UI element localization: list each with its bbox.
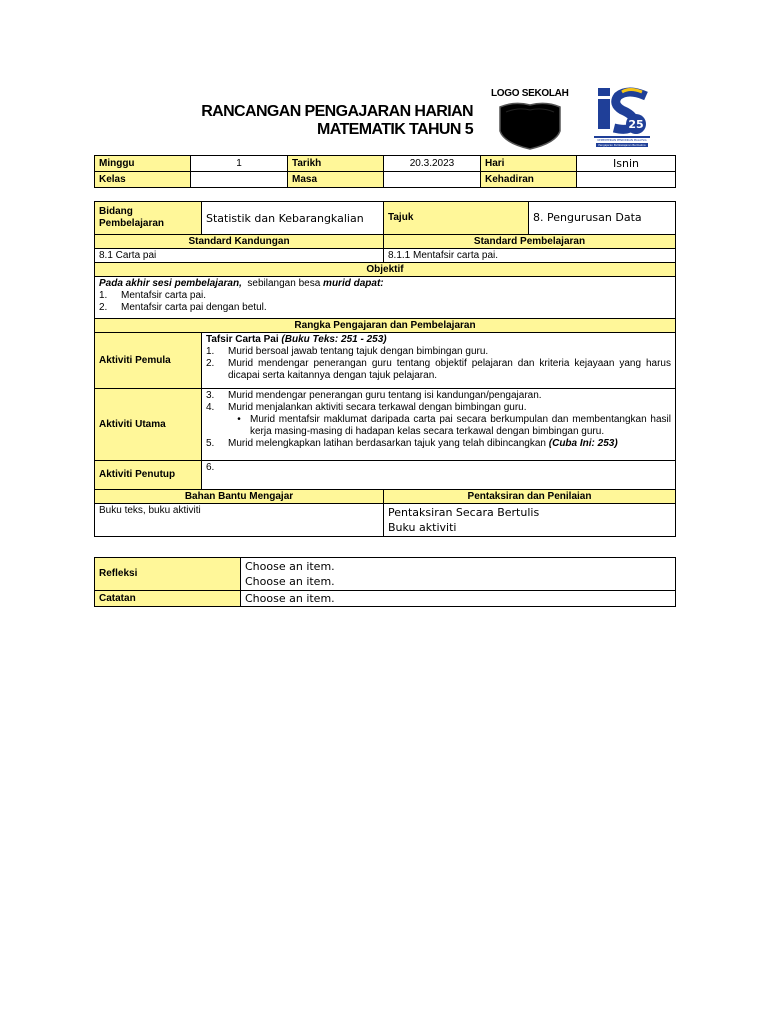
catatan-label: Catatan	[95, 591, 241, 607]
objektif-intro-a: Pada akhir sesi pembelajaran,	[99, 278, 242, 289]
item-text: Murid menjalankan aktiviti secara terkawal dengan bimbingan guru.	[228, 402, 527, 413]
kelas-value[interactable]	[191, 172, 288, 188]
kelas-label: Kelas	[95, 172, 191, 188]
minggu-value[interactable]: 1	[191, 156, 288, 172]
bullet-text: Murid mentafsir maklumat daripada carta pai secara berkumpulan dan membentangkan hasil kerja masing-masing di hadapan kelas secara terkawal dengan bimbingan guru.	[250, 414, 671, 437]
aktiviti-penutup-label: Aktiviti Penutup	[95, 461, 202, 490]
aktiviti-utama-content[interactable]	[202, 389, 676, 461]
objektif-intro-b: sebilangan besa	[247, 278, 321, 289]
item-number: 3.	[206, 390, 215, 401]
objektif-intro	[99, 278, 671, 290]
tajuk-value[interactable]: 8. Pengurusan Data	[529, 202, 676, 235]
refleksi-dropdown-1[interactable]: Choose an item.	[245, 560, 335, 573]
info-table	[94, 155, 676, 188]
pemula-heading	[206, 334, 671, 346]
rangka-header: Rangka Pengajaran dan Pembelajaran	[95, 319, 676, 333]
item-number: 4.	[206, 402, 215, 413]
item-text	[228, 438, 671, 450]
pemula-item	[206, 346, 671, 358]
item-text	[228, 462, 671, 474]
kehadiran-label: Kehadiran	[481, 172, 577, 188]
standard-pembelajaran-header: Standard Pembelajaran	[384, 235, 676, 249]
footer-table	[94, 557, 676, 607]
refleksi-value[interactable]	[241, 558, 676, 591]
pentaksiran-line-2: Buku aktiviti	[388, 521, 457, 534]
item-5-ref: (Cuba Ini: 253)	[548, 438, 618, 449]
utama-item	[206, 402, 671, 414]
item-number: 2.	[99, 302, 108, 313]
kehadiran-value[interactable]	[577, 172, 676, 188]
item-number: 2.	[206, 358, 215, 369]
objektif-item	[99, 290, 671, 302]
item-text: Mentafsir carta pai.	[121, 290, 207, 301]
emblem-caption-bottom: Pengajaran Pembelajaran Bermakna	[598, 144, 646, 148]
utama-bullet	[206, 414, 671, 438]
pentaksiran-value[interactable]	[384, 504, 676, 537]
item-5-text: Murid melengkapkan latihan berdasarkan tajuk yang telah dibincangkan	[228, 438, 546, 449]
standard-kandungan-header: Standard Kandungan	[95, 235, 384, 249]
pemula-ref: (Buku Teks: 251 - 253)	[281, 334, 387, 345]
tajuk-label: Tajuk	[384, 202, 529, 235]
aktiviti-pemula-label: Aktiviti Pemula	[95, 333, 202, 389]
standard-kandungan-value[interactable]: 8.1 Carta pai	[95, 249, 384, 263]
lesson-table	[94, 201, 676, 537]
item-number: 6.	[206, 462, 215, 473]
bidang-value[interactable]: Statistik dan Kebarangkalian	[202, 202, 384, 235]
utama-item-5	[206, 438, 671, 450]
emblem-caption-top: KEMENTERIAN PENDIDIKAN MALAYSIA	[597, 139, 647, 142]
bidang-label: Bidang Pembelajaran	[95, 202, 202, 235]
school-logo-shield-icon	[496, 101, 564, 151]
hari-label: Hari	[481, 156, 577, 172]
pentaksiran-line-1: Pentaksiran Secara Bertulis	[388, 506, 540, 519]
refleksi-dropdown-2[interactable]: Choose an item.	[245, 575, 335, 588]
objektif-content[interactable]	[95, 277, 676, 319]
masa-value[interactable]	[384, 172, 481, 188]
item-text: Murid bersoal jawab tentang tajuk dengan bimbingan guru.	[228, 346, 489, 357]
pentaksiran-header: Pentaksiran dan Penilaian	[384, 490, 676, 504]
penutup-item	[206, 462, 671, 474]
objektif-header: Objektif	[95, 263, 676, 277]
aktiviti-utama-label: Aktiviti Utama	[95, 389, 202, 461]
standard-pembelajaran-value[interactable]: 8.1.1 Mentafsir carta pai.	[384, 249, 676, 263]
item-number: 5.	[206, 438, 215, 449]
pemula-title: Tafsir Carta Pai	[206, 334, 279, 345]
tarikh-label: Tarikh	[288, 156, 384, 172]
bullet-icon: •	[237, 414, 241, 425]
refleksi-label: Refleksi	[95, 558, 241, 591]
catatan-dropdown[interactable]: Choose an item.	[241, 591, 676, 607]
bbm-header: Bahan Bantu Mengajar	[95, 490, 384, 504]
hari-value[interactable]: Isnin	[577, 156, 676, 172]
pemula-item	[206, 358, 671, 382]
minggu-label: Minggu	[95, 156, 191, 172]
logo-label: LOGO SEKOLAH	[491, 88, 569, 99]
utama-item	[206, 390, 671, 402]
item-text: Mentafsir carta pai dengan betul.	[121, 302, 267, 313]
kpm-25-emblem-icon	[592, 86, 652, 148]
title-line-1: RANCANGAN PENGAJARAN HARIAN	[201, 103, 473, 120]
title-line-2: MATEMATIK TAHUN 5	[316, 121, 473, 138]
item-text: Murid mendengar penerangan guru tentang objektif pelajaran dan kriteria kejayaan yang harus dicapai serta kaitannya dengan tajuk pelajaran.	[228, 358, 671, 381]
item-number: 1.	[99, 290, 108, 301]
objektif-item	[99, 302, 671, 314]
masa-label: Masa	[288, 172, 384, 188]
item-number: 1.	[206, 346, 215, 357]
objektif-intro-c: murid dapat:	[323, 278, 384, 289]
aktiviti-pemula-content[interactable]	[202, 333, 676, 389]
emblem-number: 25	[628, 118, 644, 131]
item-text: Murid mendengar penerangan guru tentang isi kandungan/pengajaran.	[228, 390, 542, 401]
aktiviti-penutup-content[interactable]	[202, 461, 676, 490]
tarikh-value[interactable]: 20.3.2023	[384, 156, 481, 172]
bbm-value[interactable]: Buku teks, buku aktiviti	[95, 504, 384, 537]
page-title	[170, 103, 473, 139]
